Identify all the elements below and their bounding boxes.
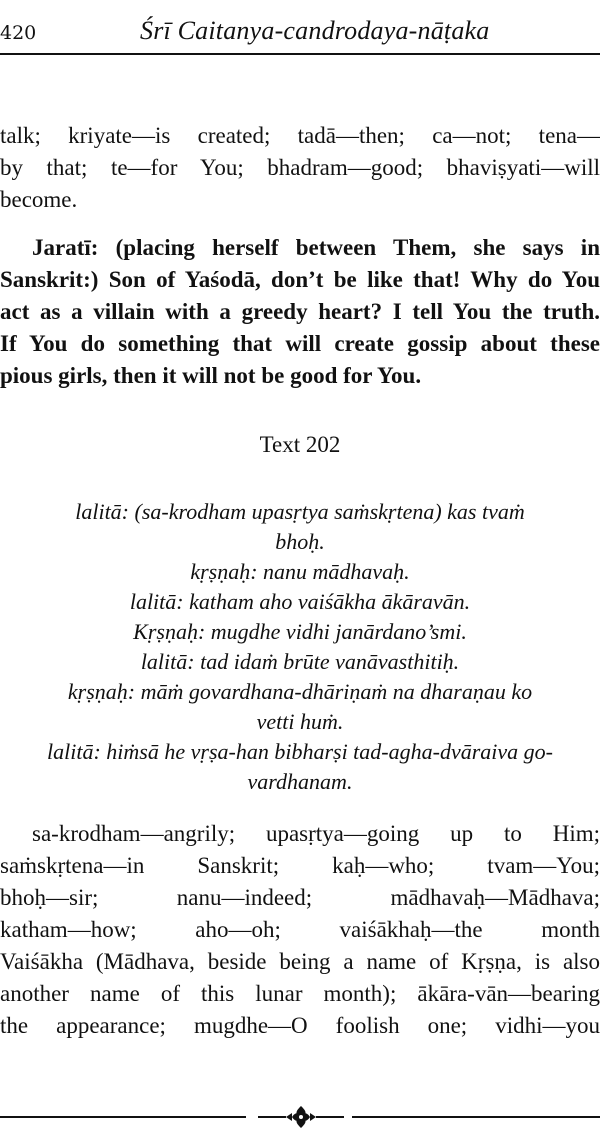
text-line: bhoḥ—sir; nanu—indeed; mādhavaḥ—Mādhava;	[0, 885, 600, 910]
verse-line: kṛṣṇaḥ: māṁ govardhana-dhāriṇaṁ na dharaṇau ko	[67, 679, 533, 704]
verse-line: lalitā: katham aho vaiśākha ākāravān.	[129, 589, 471, 614]
floral-ornament-icon	[256, 1103, 346, 1131]
text-line: talk; kriyate—is created; tadā—then; ca—not; tena—	[0, 123, 600, 148]
text-line: another name of this lunar month); ākāra-vān—bearing	[0, 981, 600, 1006]
verse-line: lalitā: (sa-krodham upasṛtya saṁskṛtena) kas tvaṁ	[75, 499, 525, 524]
header-rule	[0, 53, 600, 55]
paragraph-word-meanings	[0, 818, 600, 1042]
text-line: Sanskrit:) Son of Yaśodā, don’t be like that! Why do You	[0, 267, 600, 292]
text-line: saṁskṛtena—in Sanskrit; kaḥ—who; tvam—You;	[0, 853, 600, 878]
text-line: become.	[0, 187, 78, 212]
text-number-heading: Text 202	[259, 432, 341, 457]
verse-line: vetti huṁ.	[256, 709, 344, 734]
text-line: pious girls, then it will not be good for You.	[0, 363, 422, 388]
verse-line: Kṛṣṇaḥ: mugdhe vidhi janārdano’smi.	[133, 619, 467, 644]
text-line: katham—how; aho—oh; vaiśākhaḥ—the month	[0, 917, 600, 942]
text-line: the appearance; mugdhe—O foolish one; vidhi—you	[0, 1013, 600, 1038]
text-line: Vaiśākha (Mādhava, beside being a name of Kṛṣṇa, is also	[0, 949, 600, 974]
text-line: act as a villain with a greedy heart? I tell You the truth.	[0, 299, 600, 324]
text-line: Jaratī: (placing herself between Them, she says in	[32, 235, 600, 260]
verse-line: bhoḥ.	[275, 529, 325, 554]
verse-line: lalitā: tad idaṁ brūte vanāvasthitiḥ.	[140, 649, 460, 674]
verse-line: vardhanam.	[247, 769, 353, 794]
text-line: If You do something that will create gossip about these	[0, 331, 600, 356]
page-number: 420	[0, 22, 37, 44]
text-line: by that; te—for You; bhadram—good; bhaviṣyati—will	[0, 155, 600, 180]
verse-line: lalitā: hiṁsā he vṛṣa-han bibharṣi tad-agha-dvāraiva go-	[47, 739, 553, 764]
footer-rule-left	[0, 1116, 246, 1118]
footer-rule-right	[352, 1116, 600, 1118]
running-title: Śrī Caitanya-candrodaya-nāṭaka	[140, 16, 490, 45]
paragraph-jarati-speech	[0, 232, 600, 392]
verse-line: kṛṣṇaḥ: nanu mādhavaḥ.	[190, 559, 410, 584]
text-line: sa-krodham—angrily; upasṛtya—going up to Him;	[32, 821, 600, 846]
sanskrit-verse	[0, 497, 600, 797]
paragraph-word-meanings-continued	[0, 120, 600, 216]
